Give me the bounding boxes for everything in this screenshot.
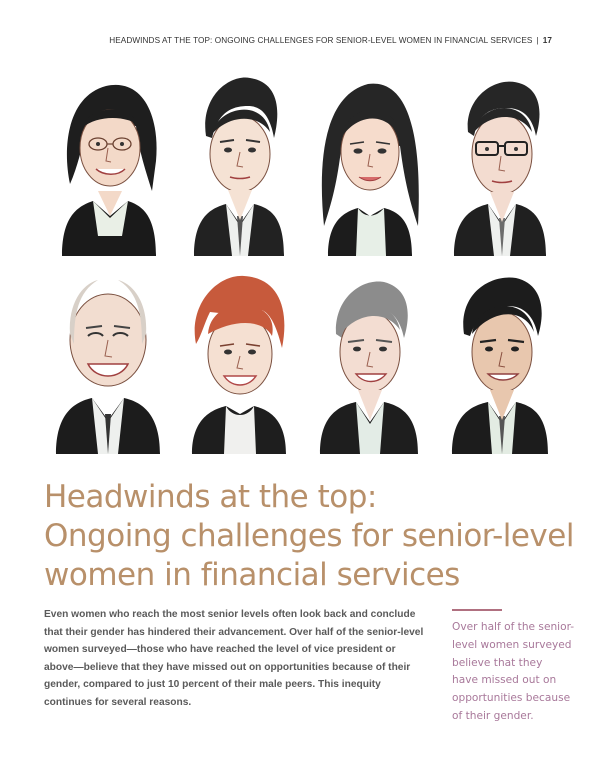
portrait-woman-long-hair-icon (308, 66, 428, 256)
page-title (44, 478, 574, 595)
intro-paragraph: Even women who reach the most senior levels often look back and conclude that their gender has hindered their advancement. Over half of the senior-level women surveyed—those who have reached the level of vice president or above—believe that they have missed out on opportunities because of their gender, compared to just 10 percent of their male peers. This inequity continues for several reasons. (44, 609, 424, 708)
page-number: 17 (542, 36, 552, 45)
title-line-1: Headwinds at the top: (44, 479, 377, 515)
header-separator: | (536, 36, 539, 45)
running-title: HEADWINDS AT THE TOP: ONGOING CHALLENGES FOR SENIOR-LEVEL WOMEN IN FINANCIAL SERVICES (109, 36, 533, 45)
title-line-3: women in financial services (44, 557, 460, 593)
portrait-woman-glasses-icon (48, 66, 168, 256)
portrait-man-glasses-icon (438, 66, 558, 256)
pull-quote-line-2: level women surveyed (452, 638, 572, 651)
pull-quote-line-3: believe that they (452, 656, 543, 669)
pull-quote-line-1: Over half of the senior- (452, 621, 575, 633)
portrait-man-dark-hair-icon (438, 264, 558, 454)
portrait-woman-red-hair-icon (178, 264, 298, 454)
pull-quote-rule (452, 609, 502, 611)
pull-quote-line-4: have missed out on (452, 674, 557, 687)
portrait-man-gray-hair-icon (308, 264, 428, 454)
pull-quote (452, 619, 575, 726)
pull-quote-line-6: of their gender. (452, 709, 534, 722)
portrait-man-young-icon (178, 66, 298, 256)
portrait-illustration (40, 66, 560, 458)
title-line-2: Ongoing challenges for senior-level (44, 518, 574, 554)
portrait-man-bald-smiling-icon (48, 264, 168, 454)
running-header (109, 36, 552, 45)
pull-quote-line-5: opportunities because (452, 692, 571, 705)
